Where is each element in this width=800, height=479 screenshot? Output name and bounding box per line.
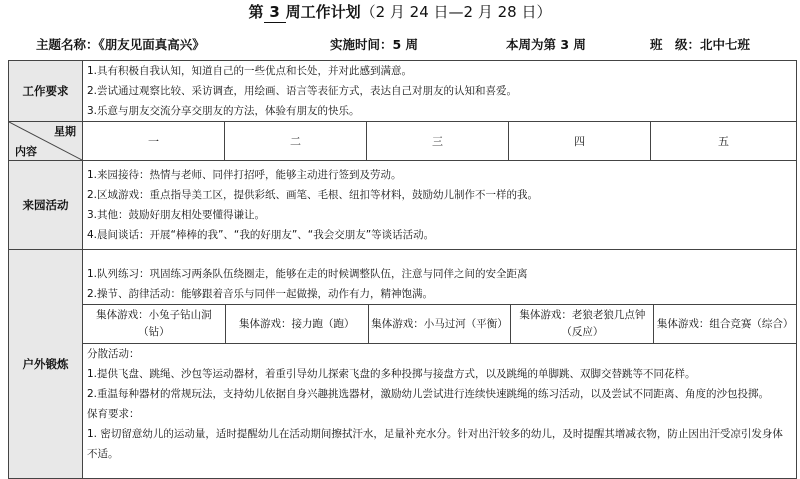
outdoor-content — [83, 250, 797, 479]
arrival-content — [83, 161, 797, 250]
requirements-content — [83, 61, 797, 122]
requirements-row — [9, 61, 797, 122]
requirement-item: 2.尝试通过观察比较、采访调查，用绘画、语言等表征方式，表达自己对朋友的认知和喜爱。 — [87, 85, 518, 97]
arrival-item: 3.其他：鼓励好朋友相处要懂得谦让。 — [87, 209, 266, 221]
theme-class: 班 级：北中七班 — [650, 37, 751, 52]
title-dates: （2 月 24 日—2 月 28 日） — [360, 3, 552, 21]
scatter-item: 1.提供飞盘、跳绳、沙包等运动器材，着重引导幼儿探索飞盘的多种投掷与接盘方式，以及跳绳的单脚跳、双脚交替跳等不同花样。 — [87, 368, 696, 380]
requirement-item: 3.乐意与朋友交流分享交朋友的方法，体验有朋友的快乐。 — [87, 105, 360, 117]
game-wednesday: 集体游戏：小马过河（平衡） — [369, 305, 512, 343]
day-wednesday: 三 — [367, 122, 509, 161]
day-thursday: 四 — [509, 122, 651, 161]
header-week-label: 星期 — [54, 125, 76, 138]
day-friday: 五 — [651, 122, 797, 161]
arrival-item: 2.区域游戏：重点指导美工区，提供彩纸、画笔、毛根、纽扣等材料，鼓励幼儿制作不一样的我。 — [87, 189, 539, 201]
scatter-title: 分散活动： — [87, 348, 140, 360]
arrival-item: 1.来园接待：热情与老师、同伴打招呼，能够主动进行签到及劳动。 — [87, 169, 402, 181]
requirement-item: 1.具有积极自我认知，知道自己的一些优点和长处，并对此感到满意。 — [87, 65, 413, 77]
plan-table — [8, 60, 797, 479]
title-week-number: 3 — [264, 2, 286, 23]
header-corner-cell — [9, 122, 83, 161]
outdoor-label: 户外锻炼 — [9, 250, 83, 479]
theme-row — [0, 32, 800, 54]
arrival-item: 4.晨间谈话：开展“棒棒的我”、“我的好朋友”、“我会交朋友”等谈话活动。 — [87, 229, 435, 241]
game-monday: 集体游戏：小兔子钻山洞（钻） — [83, 305, 226, 343]
arrival-label: 来园活动 — [9, 161, 83, 250]
care-title: 保育要求： — [87, 408, 140, 420]
page-title — [0, 2, 800, 23]
theme-duration: 实施时间：5 周 — [330, 37, 419, 52]
title-prefix: 第 — [248, 3, 264, 21]
outdoor-row — [9, 250, 797, 479]
game-thursday: 集体游戏：老狼老狼几点钟（反应） — [511, 305, 654, 343]
game-friday: 集体游戏：组合竞赛（综合） — [656, 317, 794, 330]
game-tuesday: 集体游戏：接力跑（跑） — [226, 305, 369, 343]
scatter-item: 2.重温每种器材的常规玩法，支持幼儿依据自身兴趣挑选器材，激励幼儿尝试进行连续快速跳绳的练习活动，以及尝试不同距离、角度的沙包投掷。 — [87, 388, 770, 400]
theme-current-week: 本周为第 3 周 — [506, 37, 586, 52]
header-content-label: 内容 — [15, 145, 37, 158]
care-item: 1. 密切留意幼儿的运动量，适时提醒幼儿在活动期间擦拭汗水，足量补充水分。针对出汗较多的幼儿，及时提醒其增减衣物，防止因出汗受凉引发身体不适。 — [87, 428, 783, 460]
title-suffix: 周工作计划 — [285, 3, 361, 21]
outdoor-item: 2.操节、韵律活动：能够跟着音乐与同伴一起做操，动作有力，精神饱满。 — [87, 288, 434, 300]
day-tuesday: 二 — [225, 122, 367, 161]
requirements-label: 工作要求 — [9, 61, 83, 122]
day-header-row — [9, 122, 797, 161]
day-monday: 一 — [83, 122, 225, 161]
arrival-row — [9, 161, 797, 250]
outdoor-item: 1.队列练习：巩固练习两条队伍绕圈走，能够在走的时候调整队伍，注意与同伴之间的安全距离 — [87, 268, 528, 280]
theme-name: 主题名称：《朋友见面真高兴》 — [36, 37, 205, 52]
collective-games — [83, 304, 796, 344]
